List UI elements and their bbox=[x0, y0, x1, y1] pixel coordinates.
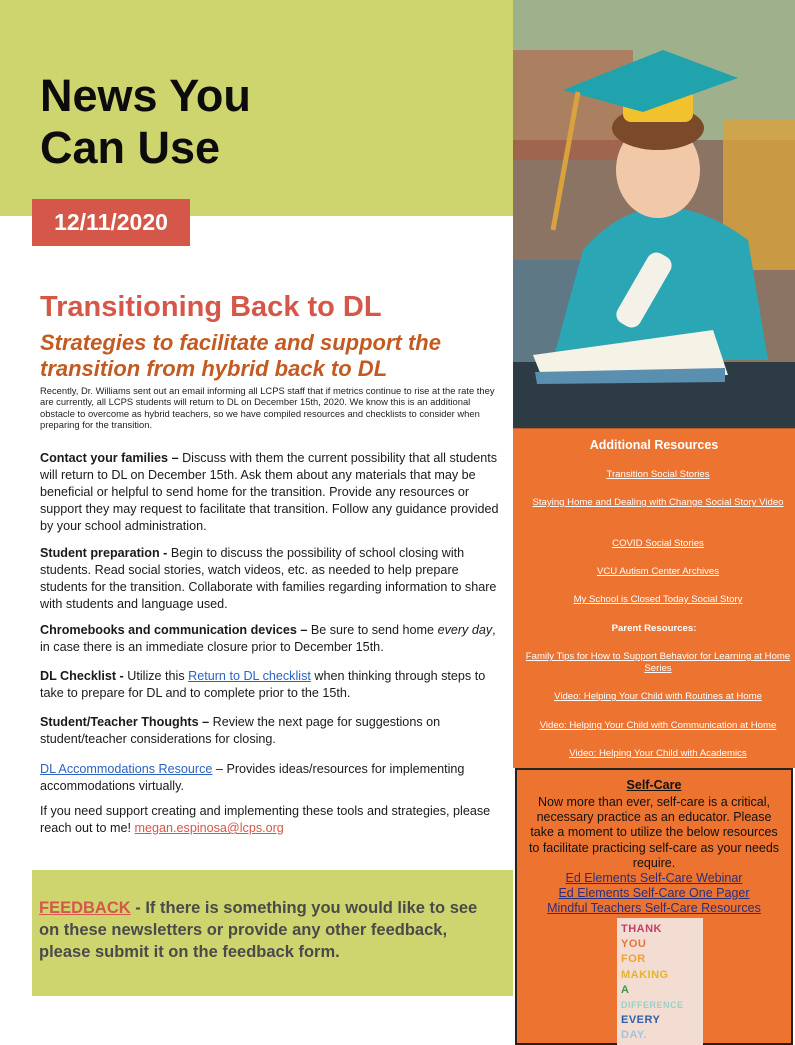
return-to-dl-checklist-link[interactable]: Return to DL checklist bbox=[188, 669, 311, 683]
poster-word: DIFFERENCE bbox=[621, 1000, 684, 1011]
graduate-child-illustration bbox=[513, 0, 795, 428]
section-text: Be sure to send home bbox=[307, 623, 438, 637]
poster-word: EVERY bbox=[621, 1014, 661, 1027]
self-care-body: Now more than ever, self-care is a critical, necessary practice as an educator. Please take a moment to utilize the below resources to facilitate practicing self-care as your needs require. bbox=[528, 795, 780, 870]
mindful-teachers-link[interactable]: Mindful Teachers Self-Care Resources bbox=[547, 901, 761, 915]
section-label: Contact your families – bbox=[40, 451, 179, 465]
newsletter-title bbox=[40, 70, 500, 174]
dl-accommodations-link[interactable]: DL Accommodations Resource bbox=[40, 762, 213, 776]
poster-word: THANK bbox=[621, 923, 662, 935]
section-dl-checklist bbox=[40, 668, 502, 702]
transition-social-stories-link[interactable]: Transition Social Stories bbox=[606, 469, 710, 480]
article-subhead: Strategies to facilitate and support the transition from hybrid back to DL bbox=[40, 330, 441, 381]
section-text: Discuss with them the current possibility that all students will return to DL on December 15th. Ask them about any materials that may be beneficial or helpful to send home for the transition. Provide any resources or support they may request to facilitate that transition. Follow any guidance provided by your school administration. bbox=[40, 451, 499, 533]
article-headline: Transitioning Back to DL bbox=[40, 291, 382, 323]
date-badge: 12/11/2020 bbox=[32, 199, 190, 246]
additional-resources-panel bbox=[513, 428, 795, 768]
routines-video-link[interactable]: Video: Helping Your Child with Routines at Home bbox=[554, 691, 762, 702]
school-closed-story-link[interactable]: My School is Closed Today Social Story bbox=[573, 594, 743, 605]
feedback-link[interactable]: FEEDBACK bbox=[39, 899, 131, 917]
section-label: Student preparation - bbox=[40, 546, 168, 560]
section-text: – Provides ideas/resources for implementing accommodations virtually. bbox=[40, 762, 465, 793]
poster-word: A bbox=[621, 983, 630, 996]
section-text: If you need support creating and implementing these tools and strategies, please reach out to me! bbox=[40, 804, 491, 835]
section-text-end: when thinking through steps to take to prepare for DL and to complete prior to the 15th. bbox=[40, 669, 486, 700]
email-link[interactable]: megan.espinosa@lcps.org bbox=[134, 821, 284, 835]
poster-word: FOR bbox=[621, 953, 646, 966]
section-emphasis: every day bbox=[437, 623, 493, 637]
self-care-one-pager-link[interactable]: Ed Elements Self-Care One Pager bbox=[558, 886, 750, 900]
communication-video-link[interactable]: Video: Helping Your Child with Communication at Home bbox=[539, 720, 777, 731]
section-label: Chromebooks and communication devices – bbox=[40, 623, 308, 637]
section-text: Begin to discuss the possibility of school closing with students. Read social stories, watch videos, etc. as needed to help prepare students for the transition. Collaborate with families regarding information to share with students and language used. bbox=[40, 546, 497, 611]
article-intro: Recently, Dr. Williams sent out an email informing all LCPS staff that if metrics continue to rise at the rate they are currently, all LCPS students will return to DL on December 15th, 2020. We know this is an additional obstacle to overcome as hybrid teachers, so we have compiled resources and checklists to consider when preparing for the transition. bbox=[40, 385, 495, 430]
self-care-panel bbox=[515, 768, 793, 1045]
graduate-child-photo bbox=[513, 0, 795, 428]
resources-title: Additional Resources bbox=[589, 438, 719, 452]
section-support bbox=[40, 803, 502, 837]
poster-word: YOU bbox=[621, 938, 647, 951]
self-care-title: Self-Care bbox=[626, 778, 682, 792]
family-tips-link[interactable]: Family Tips for How to Support Behavior for Learning at Home Series bbox=[525, 651, 791, 674]
section-chromebooks bbox=[40, 622, 502, 656]
poster-word: DAY. bbox=[621, 1029, 648, 1042]
section-text: Review the next page for suggestions on student/teacher considerations for closing. bbox=[40, 715, 441, 746]
section-contact-families bbox=[40, 450, 502, 535]
title-line-1: News You bbox=[40, 70, 251, 121]
poster-word: MAKING bbox=[621, 968, 669, 981]
section-label: Student/Teacher Thoughts – bbox=[40, 715, 210, 729]
section-student-teacher-thoughts bbox=[40, 714, 502, 748]
title-line-2: Can Use bbox=[40, 122, 221, 173]
thank-you-poster bbox=[617, 918, 703, 1045]
section-text: Utilize this bbox=[123, 669, 189, 683]
section-accommodations bbox=[40, 761, 502, 795]
vcu-autism-archives-link[interactable]: VCU Autism Center Archives bbox=[596, 566, 720, 577]
section-label: DL Checklist - bbox=[40, 669, 124, 683]
section-student-preparation bbox=[40, 545, 502, 613]
staying-home-video-link[interactable]: Staying Home and Dealing with Change Social Story Video bbox=[532, 497, 784, 508]
feedback-box bbox=[32, 870, 513, 996]
feedback-message: - If there is something you would like to see on these newsletters or provide any other feedback, please submit it on the feedback form. bbox=[39, 899, 478, 961]
feedback-text bbox=[39, 897, 479, 963]
self-care-webinar-link[interactable]: Ed Elements Self-Care Webinar bbox=[565, 871, 743, 885]
academics-video-link[interactable]: Video: Helping Your Child with Academics bbox=[569, 748, 747, 759]
parent-resources-title: Parent Resources: bbox=[611, 623, 697, 634]
section-text-end: , in case there is an immediate closure prior to December 15th. bbox=[40, 623, 496, 654]
covid-social-stories-link[interactable]: COVID Social Stories bbox=[612, 538, 704, 549]
